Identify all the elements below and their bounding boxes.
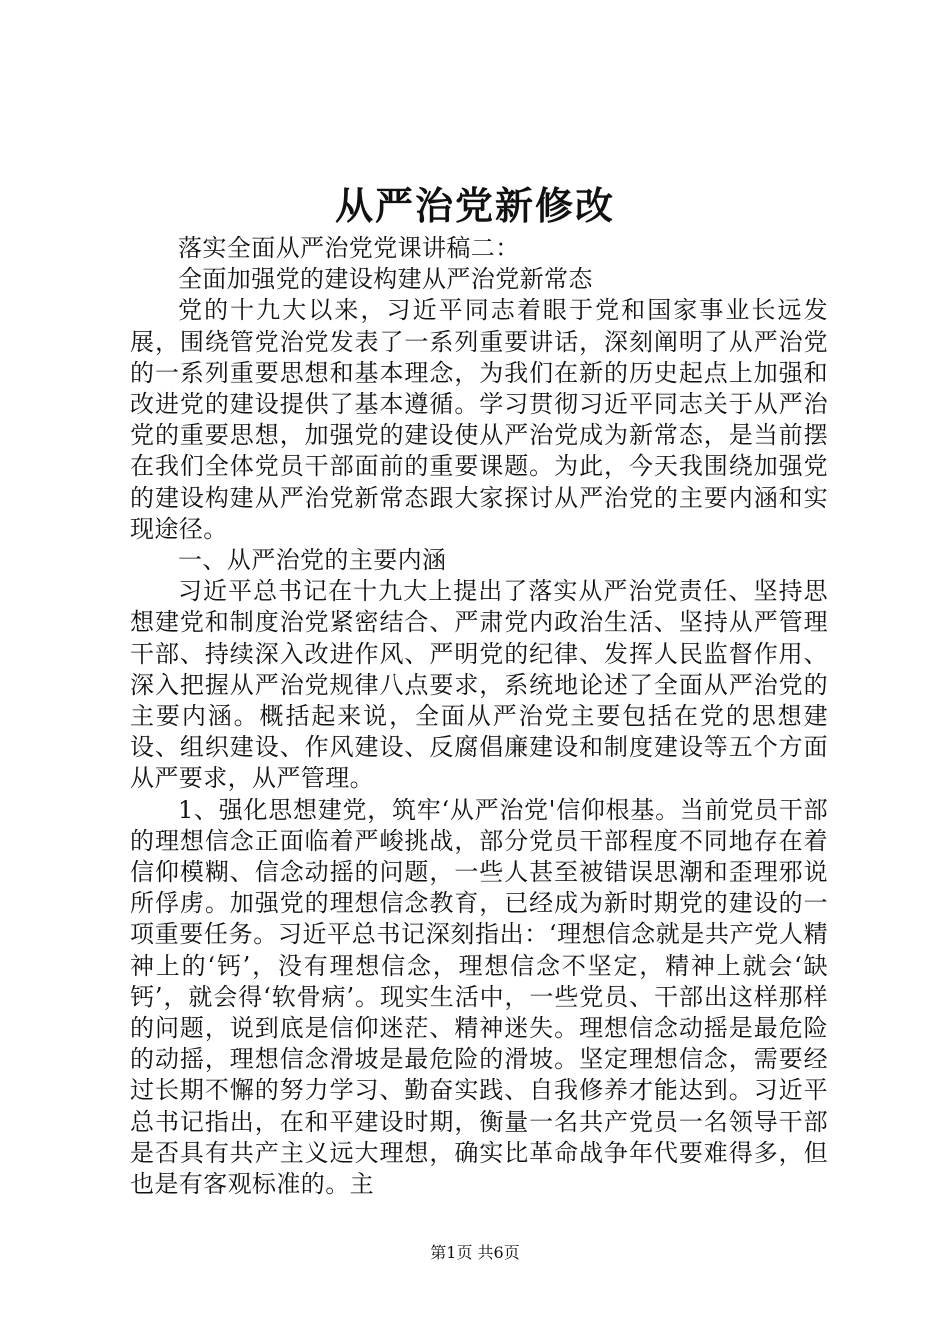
- page-footer: 第1页 共6页: [430, 1243, 520, 1262]
- paragraph-intro: 党的十九大以来，习近平同志着眼于党和国家事业长远发展，围绕管党治党发表了一系列重要讲话，深刻阐明了从严治党的一系列重要思想和基本理念，为我们在新的历史起点上加强和改进党的建设提供了基本遵循。学习贯彻习近平同志关于从严治党的重要思想，加强党的建设使从严治党成为新常态，是当前摆在我们全体党员干部面前的重要课题。为此，今天我围绕加强党的建设构建从严治党新常态跟大家探讨从严治党的主要内涵和实现途径。: [130, 296, 828, 543]
- paragraph-subtitle-2: 全面加强党的建设构建从严治党新常态: [178, 265, 593, 294]
- document-body: [130, 233, 828, 1200]
- paragraph-point-1: 1、强化思想建党，筑牢‘从严治党'信仰根基。当前党员干部的理想信念正面临着严峻挑战，部分党员干部程度不同地存在着信仰模糊、信念动摇的问题，一些人甚至被错误思潮和歪理邪说所俘虏。加强党的理想信念教育，已经成为新时期党的建设的一项重要任务。习近平总书记深刻指出：‘理想信念就是共产党人精神上的‘钙’，没有理想信念，理想信念不坚定，精神上就会‘缺钙’，就会得‘软骨病’。现实生活中，一些党员、干部出这样那样的问题，说到底是信仰迷茫、精神迷失。理想信念动摇是最危险的动摇，理想信念滑坡是最危险的滑坡。坚定理想信念，需要经过长期不懈的努力学习、勤奋实践、自我修养才能达到。习近平总书记指出，在和平建设时期，衡量一名共产党员一名领导干部是否具有共产主义远大理想，确实比革命战争年代要难得多，但也是有客观标准的。主: [130, 795, 828, 1199]
- paragraph-subtitle-1: 落实全面从严治党党课讲稿二：: [178, 234, 520, 262]
- document-title: 从严治党新修改: [334, 183, 615, 228]
- section-heading: 一、从严治党的主要内涵: [178, 546, 447, 575]
- paragraph-connotation: 习近平总书记在十九大上提出了落实从严治党责任、坚持思想建党和制度治党紧密结合、严肃党内政治生活、坚持从严管理干部、持续深入改进作风、严明党的纪律、发挥人民监督作用、深入把握从严治党规律八点要求，系统地论述了全面从严治党的主要内涵。概括起来说，全面从严治党主要包括在党的思想建设、组织建设、作风建设、反腐倡廉建设和制度建设等五个方面从严要求，从严管理。: [130, 577, 828, 793]
